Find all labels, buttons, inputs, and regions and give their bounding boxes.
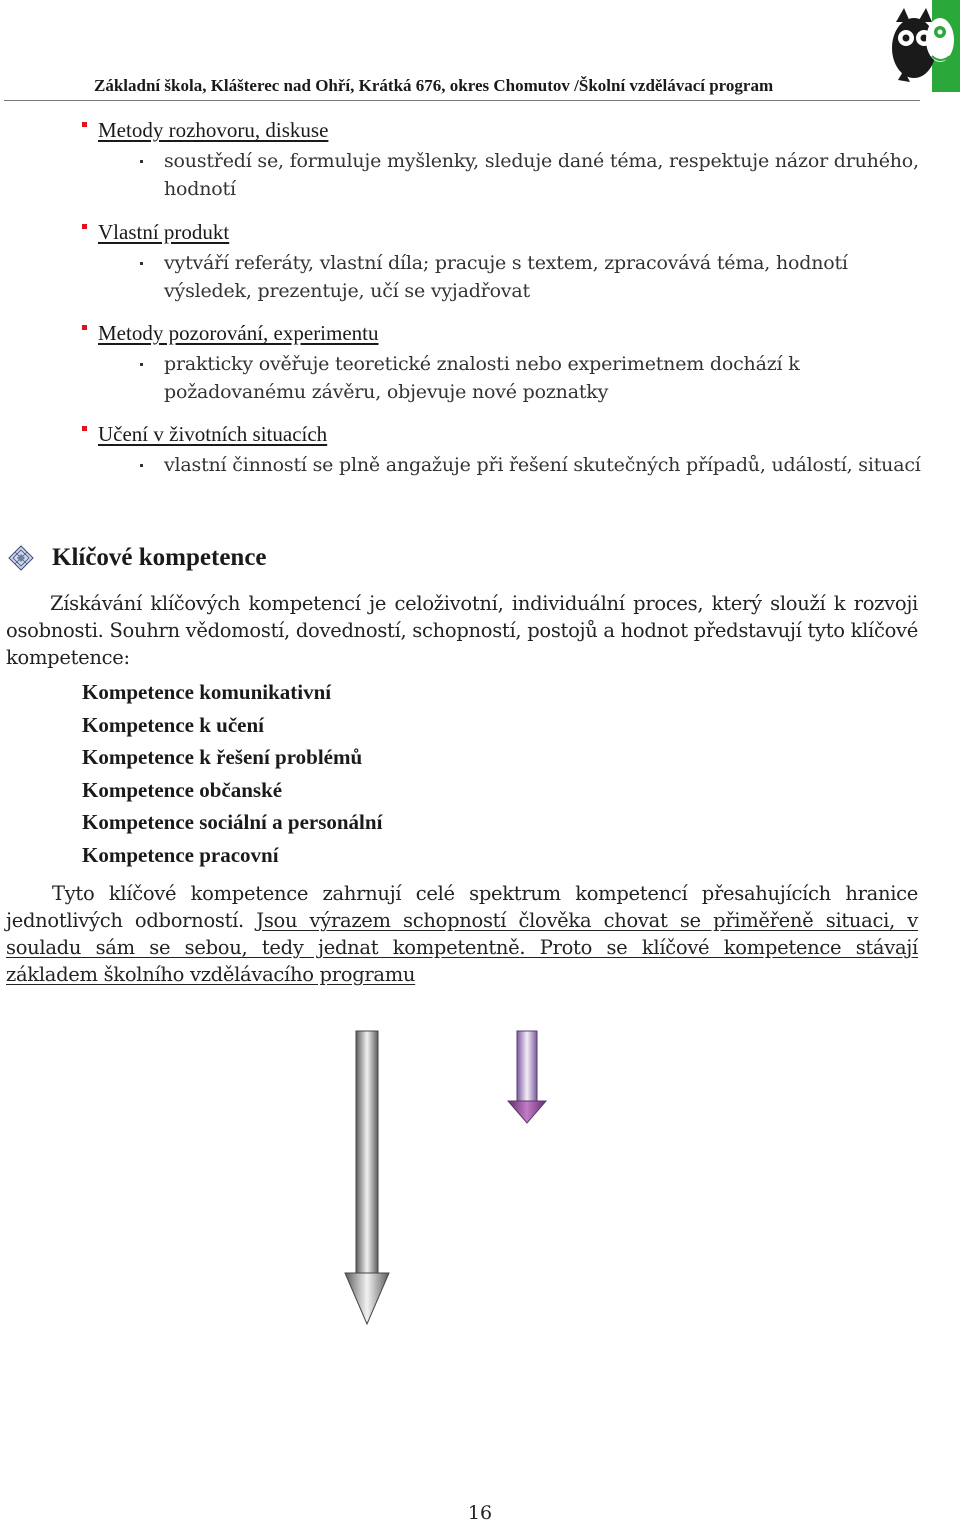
competence-item: Kompetence komunikativní	[82, 680, 332, 704]
red-square-bullet-icon	[82, 325, 87, 330]
dot-bullet-icon	[140, 350, 164, 406]
method-item	[82, 220, 942, 305]
method-title: Vlastní produkt	[98, 220, 230, 244]
competence-item: Kompetence pracovní	[82, 842, 279, 867]
competence-item: Kompetence občanské	[82, 777, 283, 802]
closing-text: Tyto klíčové kompetence zahrnují celé spektrum kompetencí přesahujících hranice jednotlivých odborností.	[6, 882, 918, 932]
method-title: Metody pozorování, experimentu	[98, 321, 379, 345]
method-item	[82, 118, 942, 203]
method-description: vlastní činností se plně angažuje při řešení skutečných případů, událostí, situací	[164, 454, 921, 476]
header-rule	[4, 100, 920, 101]
competence-item: Kompetence k učení	[82, 712, 264, 737]
red-square-bullet-icon	[82, 224, 87, 229]
closing-paragraph	[6, 880, 918, 988]
intro-paragraph: Získávání klíčových kompetencí je celoživotní, individuální proces, který slouží k rozvoji osobnosti. Souhrn vědomostí, dovedností, schopností, postojů a hodnot představují tyto klíčové kompetence:	[6, 592, 918, 669]
method-description: prakticky ověřuje teoretické znalosti nebo experimetnem dochází k požadovanému závěru, objevuje nové poznatky	[164, 353, 800, 403]
competence-list	[82, 676, 382, 872]
method-description: soustředí se, formuluje myšlenky, sleduje dané téma, respektuje názor druhého, hodnotí	[164, 150, 919, 200]
method-item	[82, 321, 942, 406]
purple-down-arrow-icon	[507, 1030, 547, 1124]
closing-underlined-text: Jsou výrazem schopností člověka chovat se přiměřeně situaci, v souladu sám se sebou, tedy jednat kompetentně. Proto se klíčové kompetence stávají základem školního vzdělávacího programu	[6, 909, 919, 986]
section-heading	[8, 544, 267, 572]
gray-down-arrow-icon	[344, 1030, 390, 1326]
page-header	[4, 0, 960, 104]
red-square-bullet-icon	[82, 122, 87, 127]
method-title: Metody rozhovoru, diskuse	[98, 118, 329, 142]
competence-item: Kompetence k řešení problémů	[82, 745, 363, 770]
competence-item: Kompetence sociální a personální	[82, 810, 383, 835]
dot-bullet-icon	[140, 451, 164, 479]
owl-logo-icon	[884, 0, 960, 92]
method-description: vytváří referáty, vlastní díla; pracuje s textem, zpracovává téma, hodnotí výsledek, prezentuje, učí se vyjadřovat	[164, 252, 848, 302]
page-number: 16	[467, 1502, 493, 1524]
red-square-bullet-icon	[82, 426, 87, 431]
method-title: Učení v životních situacích	[98, 422, 328, 446]
diamond-bullet-icon	[8, 545, 34, 571]
header-text: Základní škola, Klášterec nad Ohří, Krátká 676, okres Chomutov /Školní vzdělávací program	[94, 76, 774, 95]
dot-bullet-icon	[140, 249, 164, 305]
dot-bullet-icon	[140, 147, 164, 203]
method-item	[82, 422, 942, 479]
section-title: Klíčové kompetence	[52, 544, 267, 571]
